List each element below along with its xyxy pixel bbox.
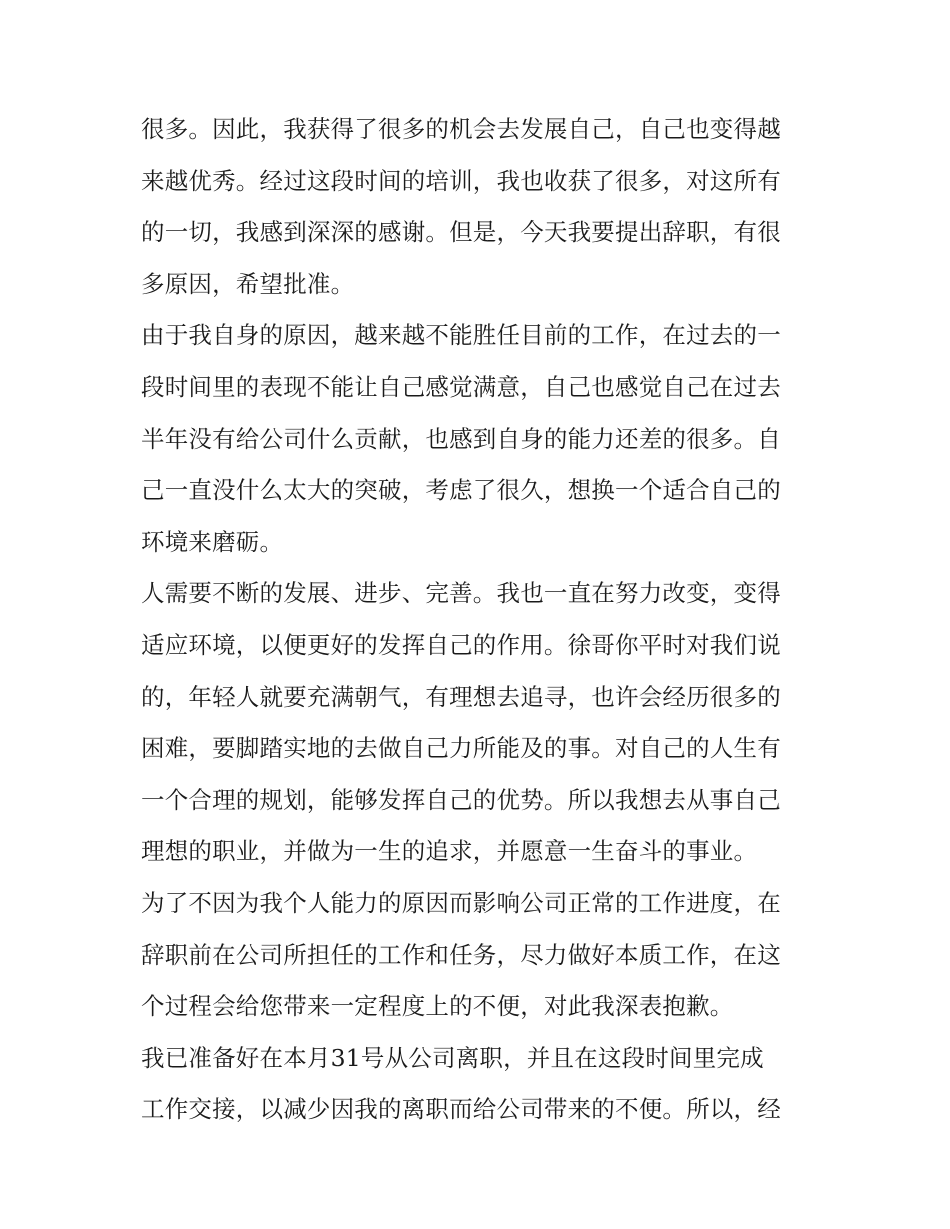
text-line: 半年没有给公司什么贡献，也感到自身的能力还差的很多。自	[141, 424, 781, 453]
text-line: 工作交接，以减少因我的离职而给公司带来的不便。所以，经	[141, 1095, 781, 1124]
text-line: 我已准备好在本月31号从公司离职，并且在这段时间里完成	[141, 1043, 764, 1072]
text-line: 适应环境，以便更好的发挥自己的作用。徐哥你平时对我们说	[141, 630, 781, 659]
text-line: 己一直没什么太大的突破，考虑了很久，想换一个适合自己的	[141, 476, 781, 505]
text-line: 的，年轻人就要充满朝气，有理想去追寻，也许会经历很多的	[141, 682, 781, 711]
text-line: 的一切，我感到深深的感谢。但是，今天我要提出辞职，有很	[141, 218, 781, 247]
text-line: 来越优秀。经过这段时间的培训，我也收获了很多，对这所有	[141, 166, 781, 195]
text-line: 困难，要脚踏实地的去做自己力所能及的事。对自己的人生有	[141, 734, 781, 763]
text-line: 很多。因此，我获得了很多的机会去发展自己，自己也变得越	[141, 115, 781, 143]
text-line: 辞职前在公司所担任的工作和任务，尽力做好本质工作，在这	[141, 940, 781, 969]
text-line: 一个合理的规划，能够发挥自己的优势。所以我想去从事自己	[141, 785, 781, 814]
text-line: 个过程会给您带来一定程度上的不便，对此我深表抱歉。	[141, 992, 734, 1021]
text-line: 理想的职业，并做为一生的追求，并愿意一生奋斗的事业。	[141, 837, 758, 866]
text-line: 由于我自身的原因，越来越不能胜任目前的工作，在过去的一	[141, 321, 781, 350]
text-line: 环境来磨砺。	[141, 527, 284, 556]
text-line: 人需要不断的发展、进步、完善。我也一直在努力改变，变得	[141, 579, 781, 608]
text-line: 多原因，希望批准。	[141, 269, 355, 298]
letter-body	[141, 104, 813, 1136]
text-line: 段时间里的表现不能让自己感觉满意，自己也感觉自己在过去	[141, 372, 781, 401]
text-line: 为了不因为我个人能力的原因而影响公司正常的工作进度，在	[141, 888, 781, 917]
